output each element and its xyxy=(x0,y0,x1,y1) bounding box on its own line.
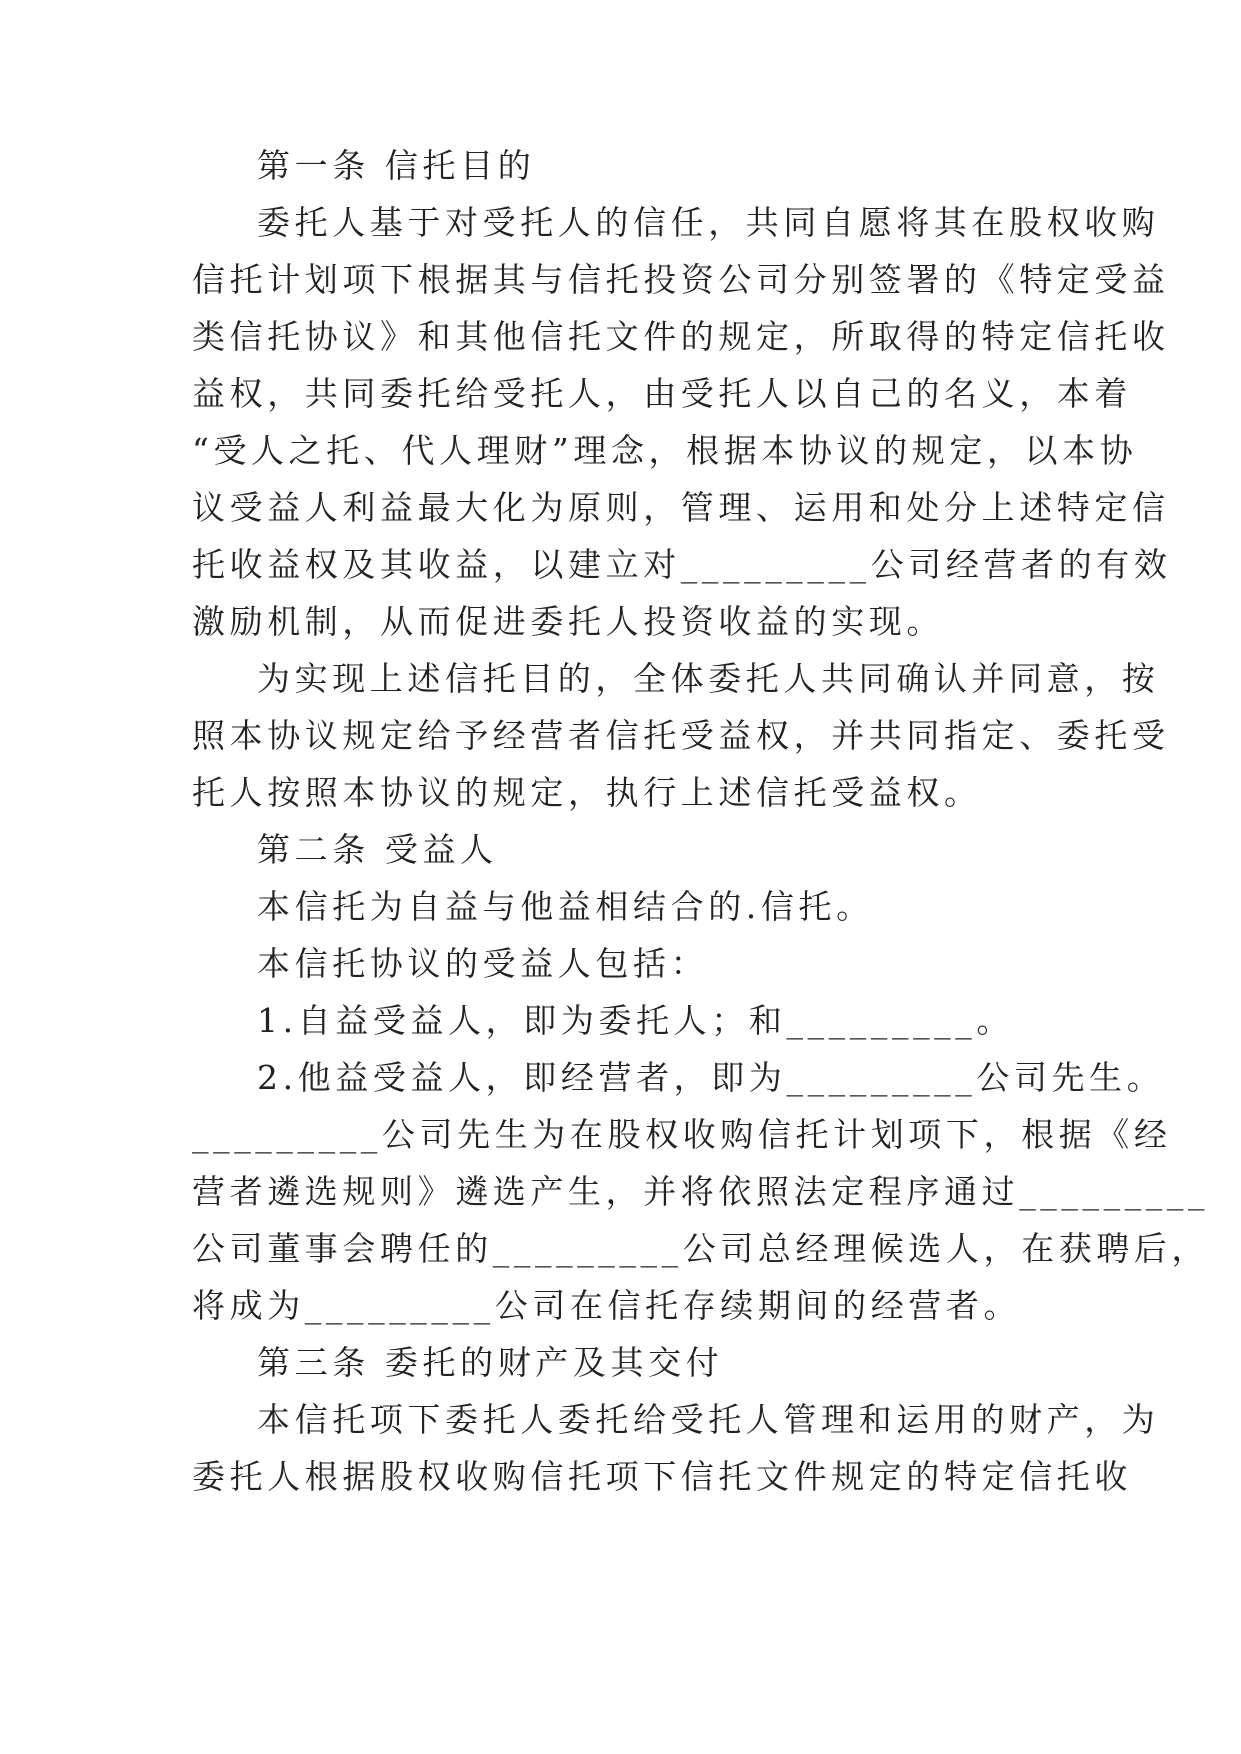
paragraph-line: _________公司先生为在股权收购信托计划项下，根据《经 xyxy=(192,1115,1172,1154)
paragraph-line: 公司董事会聘任的_________公司总经理候选人，在获聘后， xyxy=(192,1229,1210,1268)
paragraph-line: 本信托项下委托人委托给受托人管理和运用的财产，为 xyxy=(257,1400,1160,1439)
paragraph-line: 类信托协议》和其他信托文件的规定，所取得的特定信托收 xyxy=(192,317,1170,356)
paragraph-line: 托收益权及其收益，以建立对_________公司经营者的有效 xyxy=(192,545,1172,584)
paragraph-line: 信托计划项下根据其与信托投资公司分别签署的《特定受益 xyxy=(192,260,1170,299)
paragraph-line: 营者遴选规则》遴选产生，并将依照法定程序通过_________ xyxy=(192,1172,1210,1211)
paragraph-line: 议受益人利益最大化为原则，管理、运用和处分上述特定信 xyxy=(192,488,1170,527)
paragraph-line: 委托人根据股权收购信托项下信托文件规定的特定信托收 xyxy=(192,1457,1132,1496)
article-1-heading: 第一条 信托目的 xyxy=(257,146,536,185)
paragraph-line: 托人按照本协议的规定，执行上述信托受益权。 xyxy=(192,773,982,812)
paragraph-line: 本信托协议的受益人包括： xyxy=(257,944,709,983)
paragraph-line: 本信托为自益与他益相结合的.信托。 xyxy=(257,887,874,926)
list-item: 1.自益受益人，即为委托人；和_________。 xyxy=(257,1001,1014,1040)
paragraph-line: 将成为_________公司在信托存续期间的经营者。 xyxy=(192,1286,1022,1325)
list-item: 2.他益受益人，即经营者，即为_________公司先生。 xyxy=(257,1058,1165,1097)
paragraph-line: 激励机制，从而促进委托人投资收益的实现。 xyxy=(192,602,944,641)
paragraph-line: 委托人基于对受托人的信任，共同自愿将其在股权收购 xyxy=(257,203,1160,242)
paragraph-line: 为实现上述信托目的，全体委托人共同确认并同意，按 xyxy=(257,659,1160,698)
article-3-heading: 第三条 委托的财产及其交付 xyxy=(257,1343,724,1382)
paragraph-line: 益权，共同委托给受托人，由受托人以自己的名义，本着 xyxy=(192,374,1132,413)
paragraph-line: 照本协议规定给予经营者信托受益权，并共同指定、委托受 xyxy=(192,716,1170,755)
article-2-heading: 第二条 受益人 xyxy=(257,830,498,869)
paragraph-line: “受人之托、代人理财”理念，根据本协议的规定，以本协 xyxy=(192,431,1138,470)
